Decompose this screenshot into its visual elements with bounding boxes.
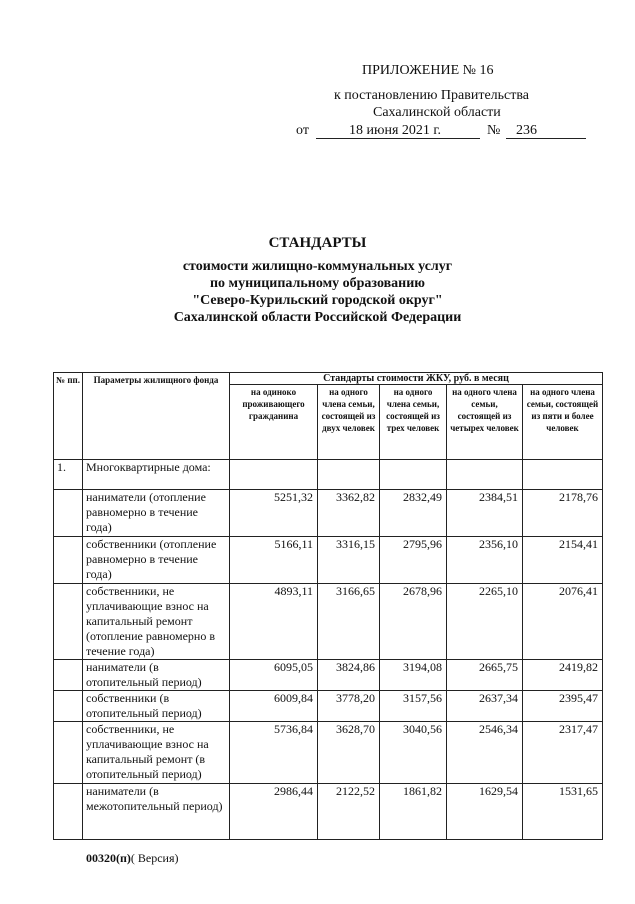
document-code: 00320(п)	[86, 851, 131, 865]
row-value: 2178,76	[523, 490, 603, 537]
row-value: 2317,47	[523, 722, 603, 784]
sub-col-four: на одного члена семьи, состоящей из четырех человек	[447, 385, 523, 460]
row-label: наниматели (отопление равномерно в течение года)	[83, 490, 230, 537]
section-number: 1.	[54, 460, 83, 490]
row-label: наниматели (в межотопительный период)	[83, 784, 230, 840]
row-label: собственники (отопление равномерно в течение года)	[83, 537, 230, 584]
row-value: 2122,52	[318, 784, 380, 840]
row-value: 3040,56	[380, 722, 447, 784]
row-value: 2795,96	[380, 537, 447, 584]
row-value: 3194,08	[380, 660, 447, 691]
row-value: 3628,70	[318, 722, 380, 784]
row-value: 2678,96	[380, 584, 447, 660]
row-value: 6095,05	[230, 660, 318, 691]
resolution-line-1: к постановлению Правительства	[334, 88, 530, 103]
row-value: 1861,82	[380, 784, 447, 840]
table-row	[54, 784, 603, 840]
document-footer	[86, 851, 179, 866]
row-value: 1629,54	[447, 784, 523, 840]
subtitle-line-4: Сахалинской области Российской Федерации	[173, 310, 462, 325]
subtitle-line-2: по муниципальному образованию	[209, 276, 426, 291]
resolution-line-2: Сахалинской области	[373, 105, 501, 120]
row-value: 5736,84	[230, 722, 318, 784]
row-value: 2665,75	[447, 660, 523, 691]
document-title: СТАНДАРТЫ	[268, 235, 367, 251]
row-value: 5166,11	[230, 537, 318, 584]
row-value: 2546,34	[447, 722, 523, 784]
row-label: собственники (в отопительный период)	[83, 691, 230, 722]
row-label: наниматели (в отопительный период)	[83, 660, 230, 691]
row-value: 2986,44	[230, 784, 318, 840]
row-value: 2637,34	[447, 691, 523, 722]
row-value: 4893,11	[230, 584, 318, 660]
sub-col-three: на одного члена семьи, состоящей из трех человек	[380, 385, 447, 460]
row-value: 3362,82	[318, 490, 380, 537]
row-value: 3778,20	[318, 691, 380, 722]
table-row	[54, 660, 603, 691]
row-value: 5251,32	[230, 490, 318, 537]
subtitle-line-1: стоимости жилищно-коммунальных услуг	[182, 259, 453, 274]
col-params-header: Параметры жилищного фонда	[83, 373, 230, 460]
row-value: 3157,56	[380, 691, 447, 722]
sub-col-five-plus: на одного члена семьи, состоящей из пяти и более человек	[523, 385, 603, 460]
row-value: 2395,47	[523, 691, 603, 722]
sub-col-single: на одиноко проживающего гражданина	[230, 385, 318, 460]
table-row	[54, 490, 603, 537]
row-value: 3824,86	[318, 660, 380, 691]
row-value: 2356,10	[447, 537, 523, 584]
document-version: ( Версия)	[130, 851, 179, 865]
row-value: 2154,41	[523, 537, 603, 584]
row-value: 3166,65	[318, 584, 380, 660]
row-value: 2076,41	[523, 584, 603, 660]
table-row	[54, 460, 603, 490]
section-label: Многоквартирные дома:	[83, 460, 230, 490]
number-label: №	[487, 123, 501, 138]
table-row	[54, 537, 603, 584]
table-row	[54, 584, 603, 660]
row-value: 2832,49	[380, 490, 447, 537]
from-label: от	[296, 123, 309, 138]
row-value: 2384,51	[447, 490, 523, 537]
col-group-header: Стандарты стоимости ЖКУ, руб. в месяц	[230, 373, 603, 385]
subtitle-line-3: "Северо-Курильский городской округ"	[192, 293, 443, 308]
row-value: 1531,65	[523, 784, 603, 840]
resolution-date: 18 июня 2021 г.	[349, 123, 442, 138]
row-value: 6009,84	[230, 691, 318, 722]
table-row	[54, 691, 603, 722]
row-label: собственники, не уплачивающие взнос на капитальный ремонт (отопление равномерно в течение года)	[83, 584, 230, 660]
col-num-header: № пп.	[54, 373, 83, 460]
standards-table	[53, 372, 603, 840]
row-value: 3316,15	[318, 537, 380, 584]
table-row	[54, 722, 603, 784]
row-label: собственники, не уплачивающие взнос на капитальный ремонт (в отопительный период)	[83, 722, 230, 784]
sub-col-two: на одного члена семьи, состоящей из двух человек	[318, 385, 380, 460]
row-value: 2265,10	[447, 584, 523, 660]
row-value: 2419,82	[523, 660, 603, 691]
appendix-label: ПРИЛОЖЕНИЕ № 16	[362, 63, 494, 78]
resolution-number: 236	[516, 123, 537, 138]
